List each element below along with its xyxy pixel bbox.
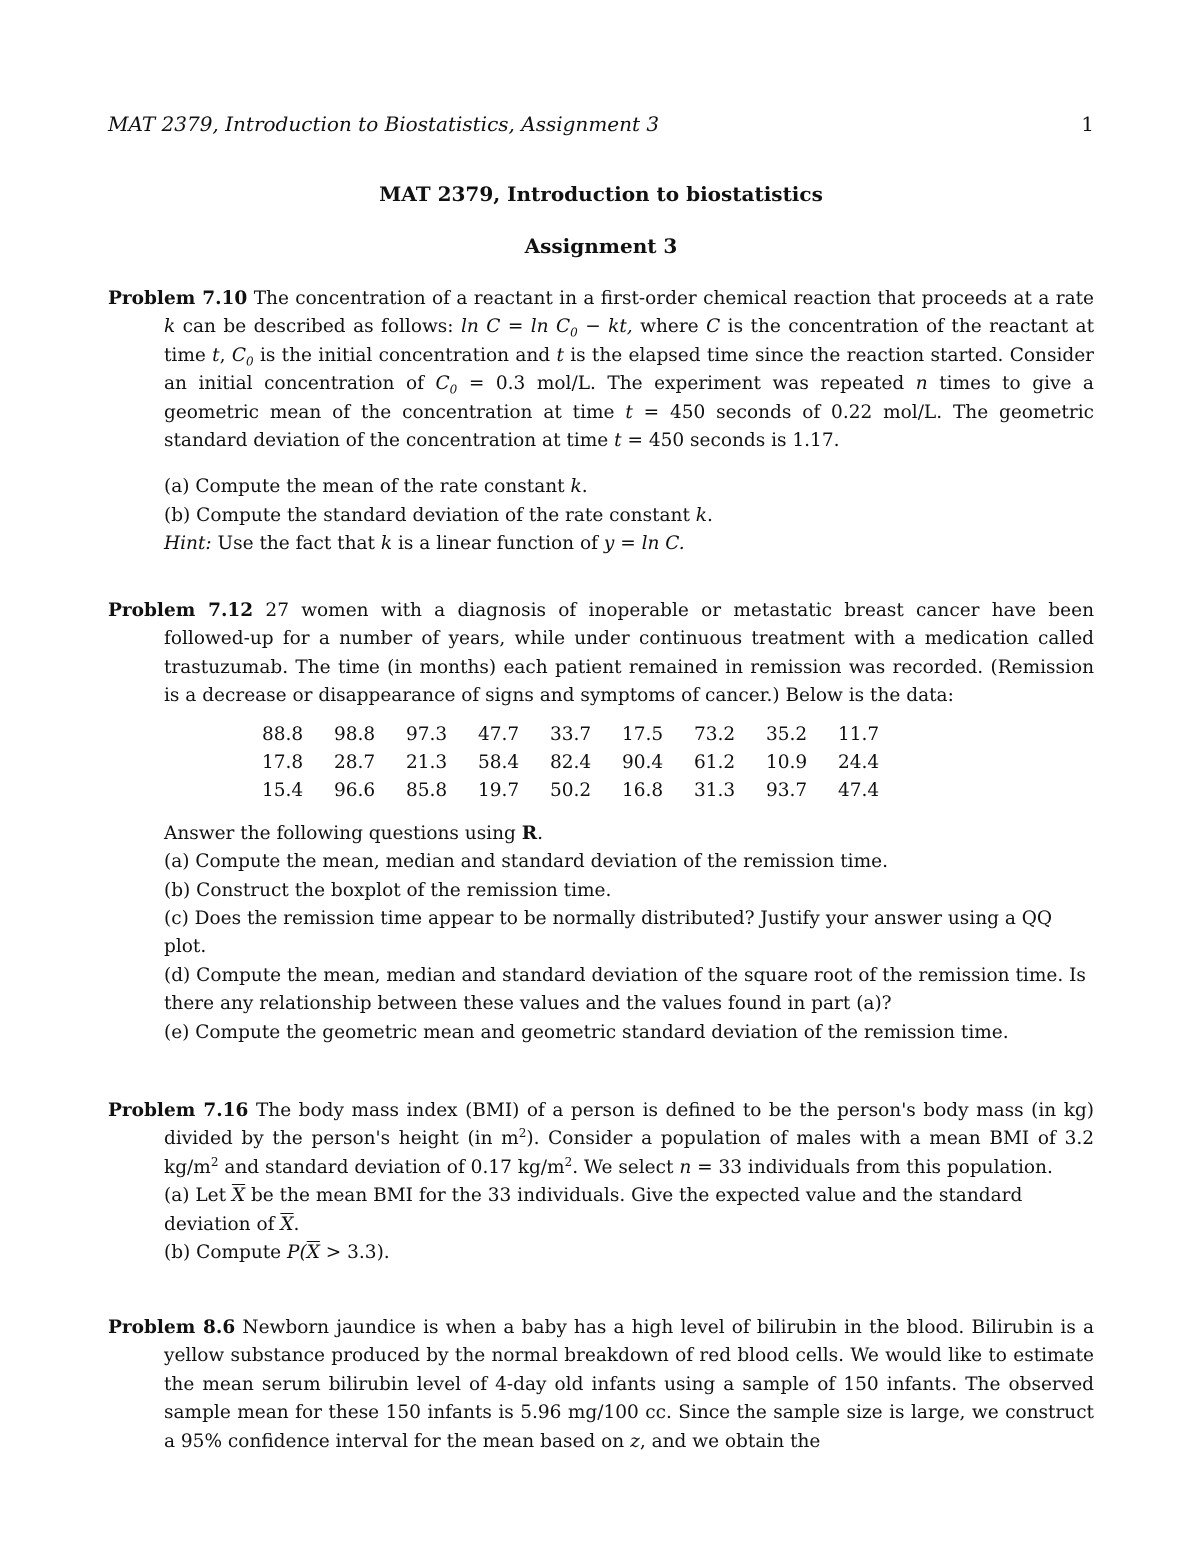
question-a: (a) Compute the mean of the rate constant k. [164,476,588,498]
remission-data-table [262,721,910,806]
data-cell: 31.3 [694,780,736,802]
data-cell: 88.8 [262,723,304,745]
question-a: (a) Let $\overline{X}$ be the mean BMI for the 33 individuals. Give the expected value and the standard deviation of $\overline{X}$. [164,1185,1023,1235]
data-cell: 28.7 [334,752,376,774]
document-title: MAT 2379, Introduction to biostatistics [379,182,823,206]
question-c: (c) Does the remission time appear to be normally distributed? Justify your answer using a QQ plot. [164,908,1053,958]
question-d: (d) Compute the mean, median and standard deviation of the square root of the remission time. Is there any relationship between these values and the values found in part (a)? [164,964,1086,1015]
problem-label: Problem 7.12 [108,600,254,621]
problem-7-12-statement: Problem 7.12 27 women with a diagnosis of inoperable or metastatic breast cancer have been followed-up for a number of years, while under continuous treatment with a medication called trastuzumab. The time (in months) each patient remained in remission was recorded. (Remission is a decrease or disappearance of signs and symptoms of cancer.) Below is the data: [108,600,1094,707]
data-cell: 17.5 [622,723,664,745]
data-cell: 21.3 [406,752,448,774]
data-cell: 47.4 [838,780,880,802]
table-row [262,777,910,805]
problem-label: Problem 7.10 [108,288,248,309]
question-b: (b) Construct the boxplot of the remission time. [164,879,612,901]
data-cell: 98.8 [334,723,376,745]
data-cell: 15.4 [262,780,304,802]
data-cell: 10.9 [766,752,808,774]
document-subtitle: Assignment 3 [524,234,678,258]
data-cell: 73.2 [694,723,736,745]
question-e: (e) Compute the geometric mean and geometric standard deviation of the remission time. [164,1021,1009,1043]
problem-label: Problem 8.6 [108,1317,236,1338]
rate-equation: $\ln C = \ln C_0$ − kt, [460,316,633,341]
problem-7-16 [108,1097,1094,1267]
data-cell: 61.2 [694,752,736,774]
data-cell: 16.8 [622,780,664,802]
hint: Hint: Use the fact that k is a linear function of y = ln C. [164,533,685,555]
data-cell: 19.7 [478,780,520,802]
problem-label: Problem 7.16 [108,1100,249,1121]
problem-7-16-statement: Problem 7.16 The body mass index (BMI) of a person is defined to be the person's body mass (in kg) divided by the person's height (in $m^2$). Consider a population of males with a mean BMI of 3.2 $kg/m^2$ and standard deviation of 0.17 $kg/m^2$. We select n = 33 individuals from this population. [108,1100,1094,1178]
data-cell: 58.4 [478,752,520,774]
answer-intro: Answer the following questions using R. [164,822,544,844]
problem-7-10-statement: Problem 7.10 The concentration of a reactant in a first-order chemical reaction that proceeds at a rate k can be described as follows: $\ln C = \ln C_0$ − kt, where C is the concentration of the reactant at time t, $C_0$ is the initial concentration and t is the elapsed time since the reaction started. Consider an initial concentration of $C_0 = 0.3$ mol/L. The experiment was repeated n times to give a geometric mean of the concentration at time t = 450 seconds of 0.22 mol/L. The geometric standard deviation of the concentration at time t = 450 seconds is 1.17. [108,288,1095,452]
data-cell: 82.4 [550,752,592,774]
table-row [262,721,910,749]
data-cell: 93.7 [766,780,808,802]
running-title: MAT 2379, Introduction to Biostatistics, Assignment 3 [108,112,660,136]
data-cell: 85.8 [406,780,448,802]
data-cell: 33.7 [550,723,592,745]
data-cell: 96.6 [334,780,376,802]
problem-8-6 [108,1314,1094,1456]
data-cell: 17.8 [262,752,304,774]
data-cell: 47.7 [478,723,520,745]
question-b: (b) Compute $P(\overline{X} > 3.3)$. [164,1242,390,1264]
problem-7-12 [108,597,1094,1047]
question-b: (b) Compute the standard deviation of the rate constant k. [164,504,713,526]
page-number: 1 [1081,112,1094,136]
question-a: (a) Compute the mean, median and standard deviation of the remission time. [164,851,888,873]
table-row [262,749,910,777]
problem-7-10 [108,285,1094,559]
data-cell: 24.4 [838,752,880,774]
data-cell: 50.2 [550,780,592,802]
data-cell: 11.7 [838,723,880,745]
running-header [108,108,1094,140]
data-cell: 90.4 [622,752,664,774]
data-cell: 97.3 [406,723,448,745]
data-cell: 35.2 [766,723,808,745]
problem-8-6-statement: Problem 8.6 Newborn jaundice is when a baby has a high level of bilirubin in the blood. Bilirubin is a yellow substance produced by the normal breakdown of red blood cells. We would like to estimate the mean serum bilirubin level of 4-day old infants using a sample of 150 infants. The observed sample mean for these 150 infants is 5.96 mg/100 cc. Since the sample size is large, we construct a 95% confidence interval for the mean based on z, and we obtain the [108,1317,1095,1452]
